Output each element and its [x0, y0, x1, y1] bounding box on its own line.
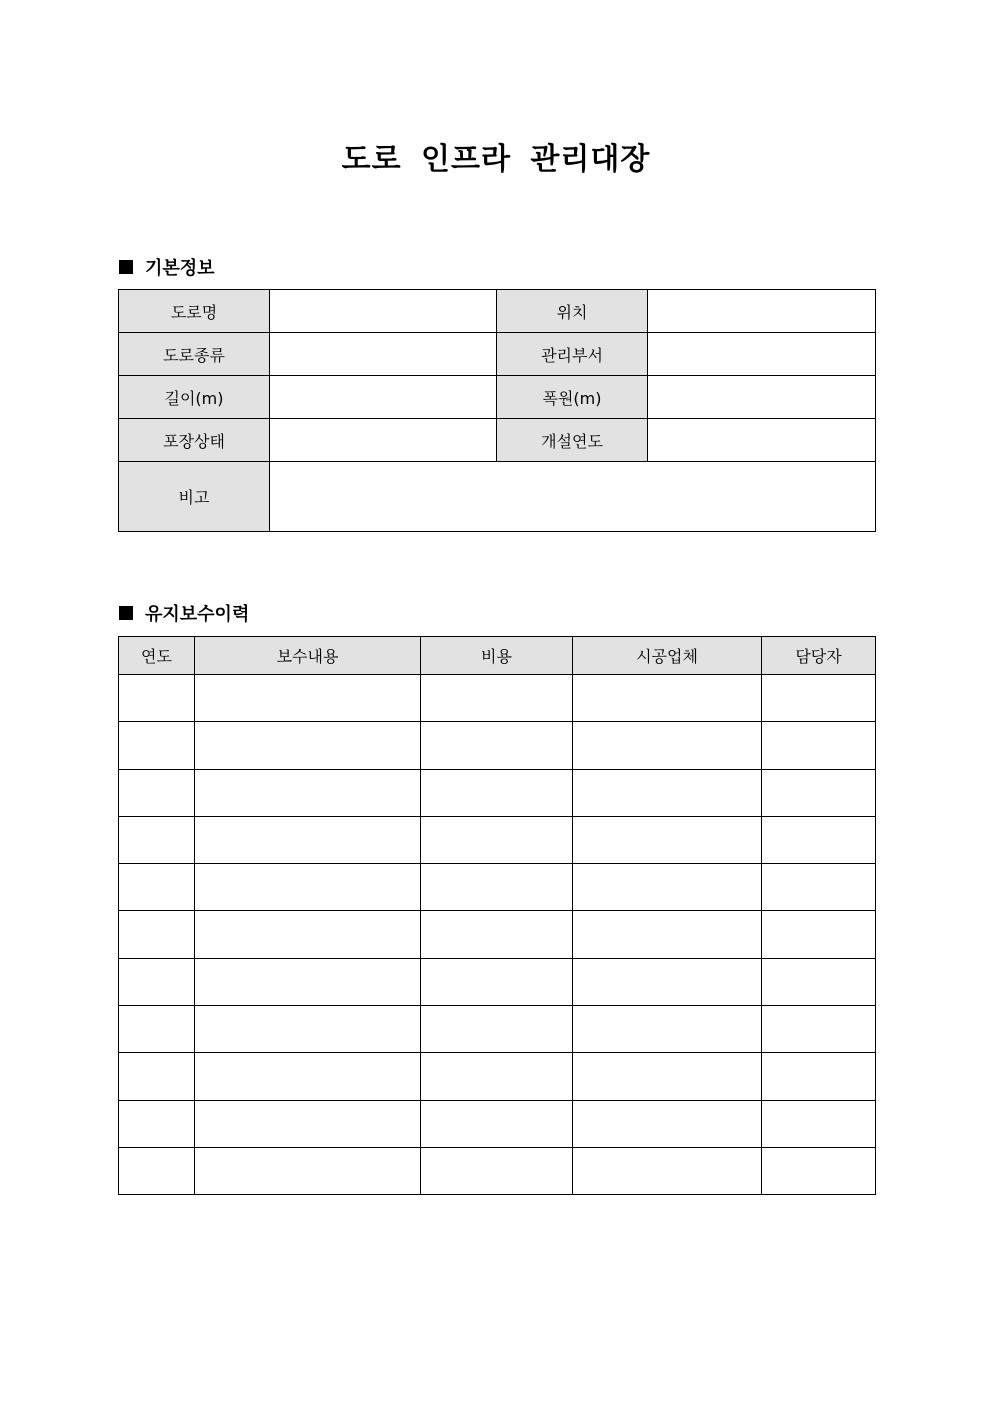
cell-content[interactable] — [195, 722, 421, 769]
cell-content[interactable] — [195, 1006, 421, 1053]
cell-contractor[interactable] — [573, 958, 762, 1005]
cell-contractor[interactable] — [573, 1053, 762, 1100]
cell-manager[interactable] — [762, 1100, 876, 1147]
cell-cost[interactable] — [421, 958, 573, 1005]
open-year-label: 개설연도 — [497, 419, 648, 462]
cell-content[interactable] — [195, 911, 421, 958]
cell-year[interactable] — [119, 864, 195, 911]
length-field[interactable] — [270, 376, 497, 419]
pavement-label: 포장상태 — [119, 419, 270, 462]
width-field[interactable] — [648, 376, 876, 419]
cell-year[interactable] — [119, 722, 195, 769]
cell-manager[interactable] — [762, 769, 876, 816]
cell-contractor[interactable] — [573, 1147, 762, 1194]
cell-cost[interactable] — [421, 1006, 573, 1053]
col-manager-header: 담당자 — [762, 637, 876, 675]
col-content-header: 보수내용 — [195, 637, 421, 675]
cell-year[interactable] — [119, 1100, 195, 1147]
basic-info-table — [118, 289, 876, 532]
cell-content[interactable] — [195, 958, 421, 1005]
location-label: 위치 — [497, 290, 648, 333]
maintenance-heading — [119, 600, 249, 626]
cell-contractor[interactable] — [573, 769, 762, 816]
maintenance-header-row — [119, 637, 876, 675]
cell-year[interactable] — [119, 816, 195, 863]
col-contractor-header: 시공업체 — [573, 637, 762, 675]
square-bullet-icon — [119, 260, 133, 274]
cell-contractor[interactable] — [573, 722, 762, 769]
cell-cost[interactable] — [421, 675, 573, 722]
cell-year[interactable] — [119, 675, 195, 722]
cell-manager[interactable] — [762, 958, 876, 1005]
open-year-field[interactable] — [648, 419, 876, 462]
table-row — [119, 958, 876, 1005]
pavement-field[interactable] — [270, 419, 497, 462]
cell-manager[interactable] — [762, 1053, 876, 1100]
cell-cost[interactable] — [421, 1100, 573, 1147]
cell-contractor[interactable] — [573, 816, 762, 863]
cell-year[interactable] — [119, 1006, 195, 1053]
cell-year[interactable] — [119, 911, 195, 958]
maintenance-heading-label: 유지보수이력 — [145, 604, 250, 625]
location-field[interactable] — [648, 290, 876, 333]
cell-cost[interactable] — [421, 722, 573, 769]
cell-cost[interactable] — [421, 769, 573, 816]
cell-content[interactable] — [195, 769, 421, 816]
col-year-header: 연도 — [119, 637, 195, 675]
cell-contractor[interactable] — [573, 1100, 762, 1147]
cell-cost[interactable] — [421, 1147, 573, 1194]
basic-info-heading-label: 기본정보 — [145, 258, 215, 279]
cell-year[interactable] — [119, 1147, 195, 1194]
cell-manager[interactable] — [762, 911, 876, 958]
table-row — [119, 816, 876, 863]
cell-content[interactable] — [195, 1100, 421, 1147]
table-row — [119, 1147, 876, 1194]
cell-cost[interactable] — [421, 911, 573, 958]
table-row — [119, 1100, 876, 1147]
cell-manager[interactable] — [762, 864, 876, 911]
table-row — [119, 675, 876, 722]
cell-manager[interactable] — [762, 816, 876, 863]
cell-contractor[interactable] — [573, 911, 762, 958]
road-name-field[interactable] — [270, 290, 497, 333]
cell-cost[interactable] — [421, 864, 573, 911]
cell-contractor[interactable] — [573, 864, 762, 911]
table-row — [119, 864, 876, 911]
cell-contractor[interactable] — [573, 1006, 762, 1053]
cell-content[interactable] — [195, 1147, 421, 1194]
remarks-field[interactable] — [270, 462, 876, 532]
cell-year[interactable] — [119, 1053, 195, 1100]
cell-manager[interactable] — [762, 722, 876, 769]
road-name-label: 도로명 — [119, 290, 270, 333]
table-row — [119, 1053, 876, 1100]
square-bullet-icon — [119, 606, 133, 620]
table-row — [119, 1006, 876, 1053]
cell-year[interactable] — [119, 769, 195, 816]
maintenance-table — [118, 636, 876, 1195]
cell-manager[interactable] — [762, 675, 876, 722]
cell-content[interactable] — [195, 675, 421, 722]
remarks-label: 비고 — [119, 462, 270, 532]
cell-contractor[interactable] — [573, 675, 762, 722]
length-label: 길이(m) — [119, 376, 270, 419]
cell-content[interactable] — [195, 1053, 421, 1100]
cell-manager[interactable] — [762, 1147, 876, 1194]
table-row — [119, 722, 876, 769]
cell-year[interactable] — [119, 958, 195, 1005]
basic-info-heading — [119, 254, 215, 280]
page-title: 도로 인프라 관리대장 — [341, 142, 651, 177]
cell-manager[interactable] — [762, 1006, 876, 1053]
table-row — [119, 911, 876, 958]
table-row — [119, 769, 876, 816]
cell-cost[interactable] — [421, 816, 573, 863]
cell-content[interactable] — [195, 864, 421, 911]
cell-content[interactable] — [195, 816, 421, 863]
department-field[interactable] — [648, 333, 876, 376]
cell-cost[interactable] — [421, 1053, 573, 1100]
road-type-label: 도로종류 — [119, 333, 270, 376]
department-label: 관리부서 — [497, 333, 648, 376]
road-type-field[interactable] — [270, 333, 497, 376]
width-label: 폭원(m) — [497, 376, 648, 419]
col-cost-header: 비용 — [421, 637, 573, 675]
